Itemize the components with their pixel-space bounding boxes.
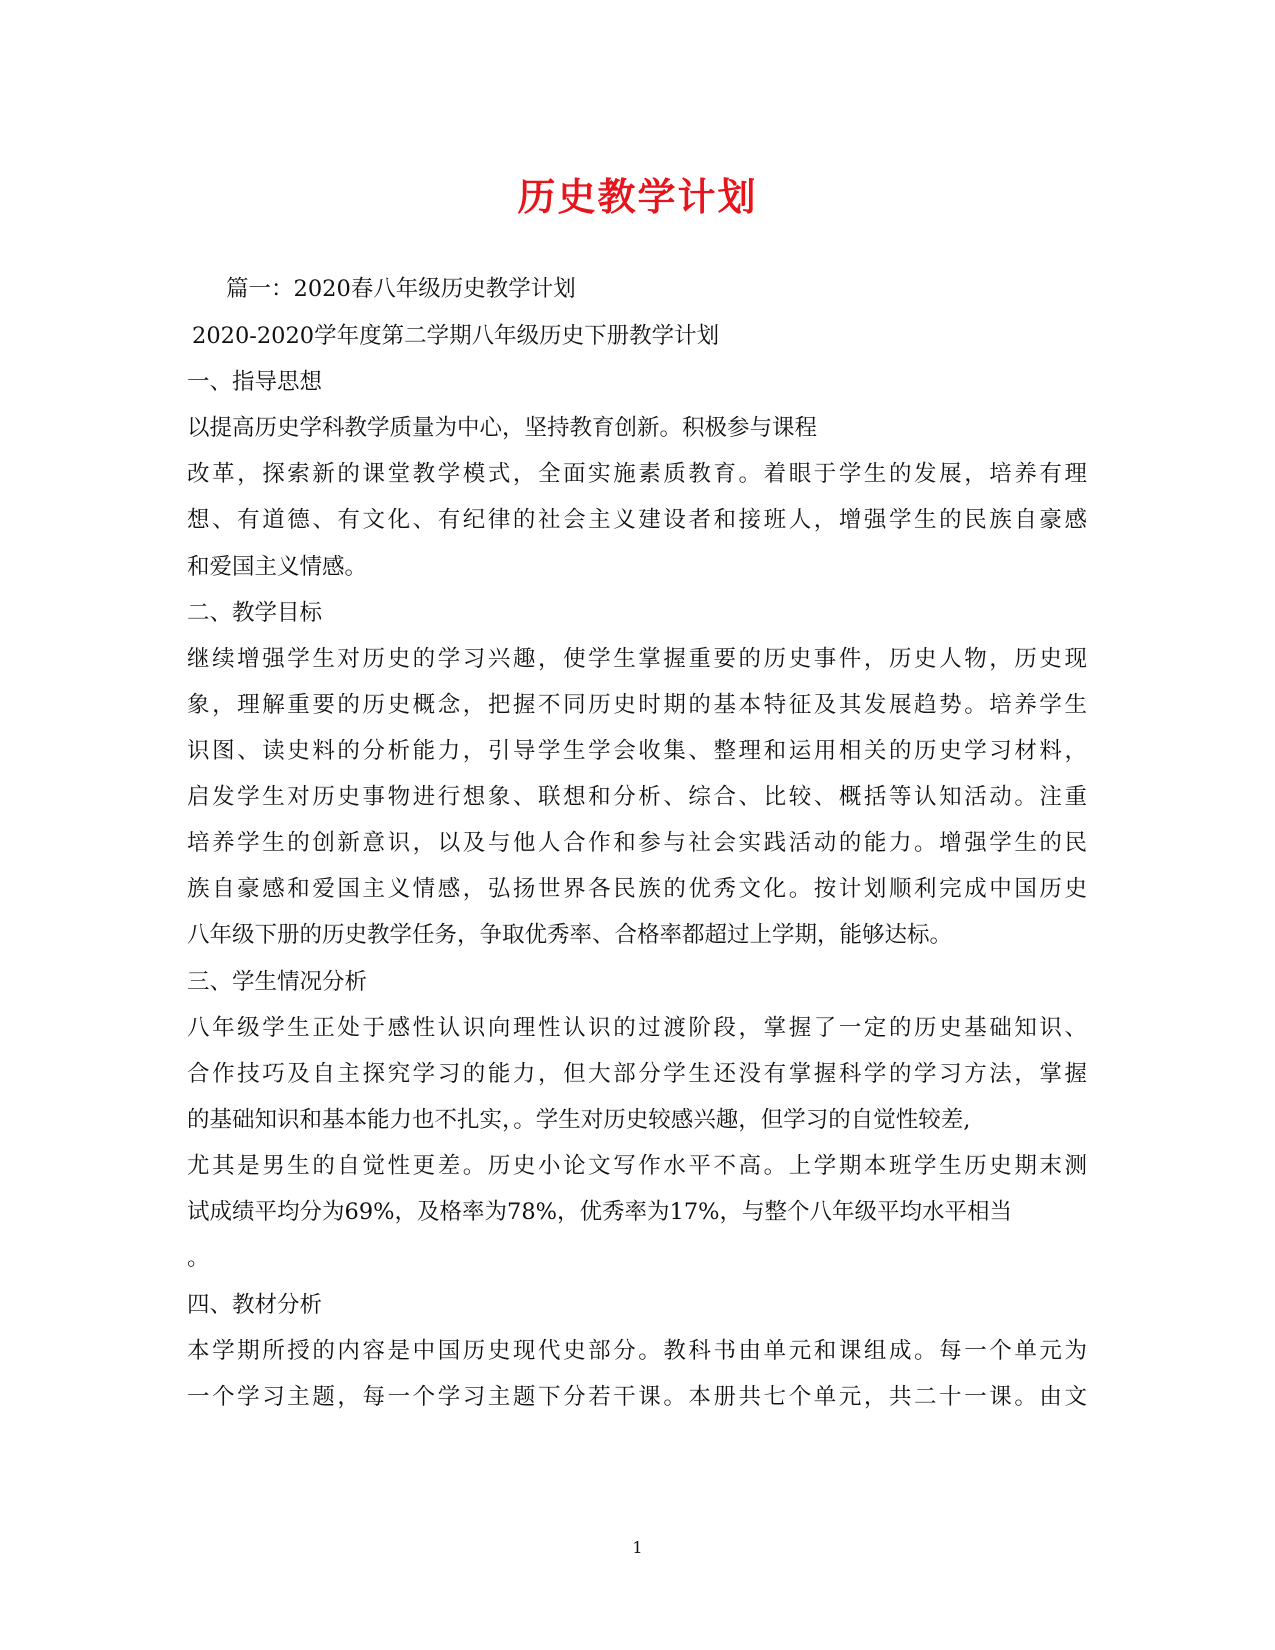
paragraph-line: 想、有道德、有文化、有纪律的社会主义建设者和接班人，增强学生的民族自豪感: [187, 507, 1087, 533]
paragraph-line: 的基础知识和基本能力也不扎实，。学生对历史较感兴趣，但学习的自觉性较差,: [187, 1107, 971, 1133]
paragraph-line: 篇一：2020春八年级历史教学计划: [226, 276, 576, 302]
paragraph-line: 培养学生的创新意识，以及与他人合作和参与社会实践活动的能力。增强学生的民: [187, 830, 1087, 856]
paragraph-line: 尤其是男生的自觉性更差。历史小论文写作水平不高。上学期本班学生历史期末测: [187, 1153, 1087, 1179]
section-heading: 四、教材分析: [187, 1292, 323, 1318]
paragraph-line: 识图、读史料的分析能力，引导学生学会收集、整理和运用相关的历史学习材料，: [187, 738, 1087, 764]
paragraph-line: 象，理解重要的历史概念，把握不同历史时期的基本特征及其发展趋势。培养学生: [187, 692, 1087, 718]
paragraph-line: 以提高历史学科教学质量为中心，坚持教育创新。积极参与课程: [187, 415, 818, 441]
paragraph-line: 改革，探索新的课堂教学模式，全面实施素质教育。着眼于学生的发展，培养有理: [187, 461, 1087, 487]
paragraph-line: 本学期所授的内容是中国历史现代史部分。教科书由单元和课组成。每一个单元为: [187, 1338, 1087, 1364]
paragraph-line: 和爱国主义情感。: [187, 554, 368, 580]
document-title: 历史教学计划: [517, 174, 758, 219]
paragraph-line: 2020-2020学年度第二学期八年级历史下册教学计划: [192, 323, 720, 349]
paragraph-line: 族自豪感和爱国主义情感，弘扬世界各民族的优秀文化。按计划顺利完成中国历史: [187, 876, 1087, 902]
section-heading: 二、教学目标: [187, 600, 323, 626]
paragraph-line: 八年级学生正处于感性认识向理性认识的过渡阶段，掌握了一定的历史基础知识、: [187, 1015, 1087, 1041]
paragraph-line: 。: [187, 1245, 210, 1271]
section-heading: 一、指导思想: [187, 369, 323, 395]
paragraph-line: 试成绩平均分为69%，及格率为78%，优秀率为17%，与整个八年级平均水平相当: [187, 1199, 1013, 1225]
paragraph-line: 合作技巧及自主探究学习的能力，但大部分学生还没有掌握科学的学习方法，掌握: [187, 1061, 1087, 1087]
paragraph-line: 八年级下册的历史教学任务，争取优秀率、合格率都超过上学期，能够达标。: [187, 922, 953, 948]
section-heading: 三、学生情况分析: [187, 969, 368, 995]
paragraph-line: 启发学生对历史事物进行想象、联想和分析、综合、比较、概括等认知活动。注重: [187, 784, 1087, 810]
page-number: 1: [632, 1538, 643, 1557]
paragraph-line: 继续增强学生对历史的学习兴趣，使学生掌握重要的历史事件，历史人物，历史现: [187, 646, 1087, 672]
paragraph-line: 一个学习主题，每一个学习主题下分若干课。本册共七个单元，共二十一课。由文: [187, 1384, 1087, 1410]
